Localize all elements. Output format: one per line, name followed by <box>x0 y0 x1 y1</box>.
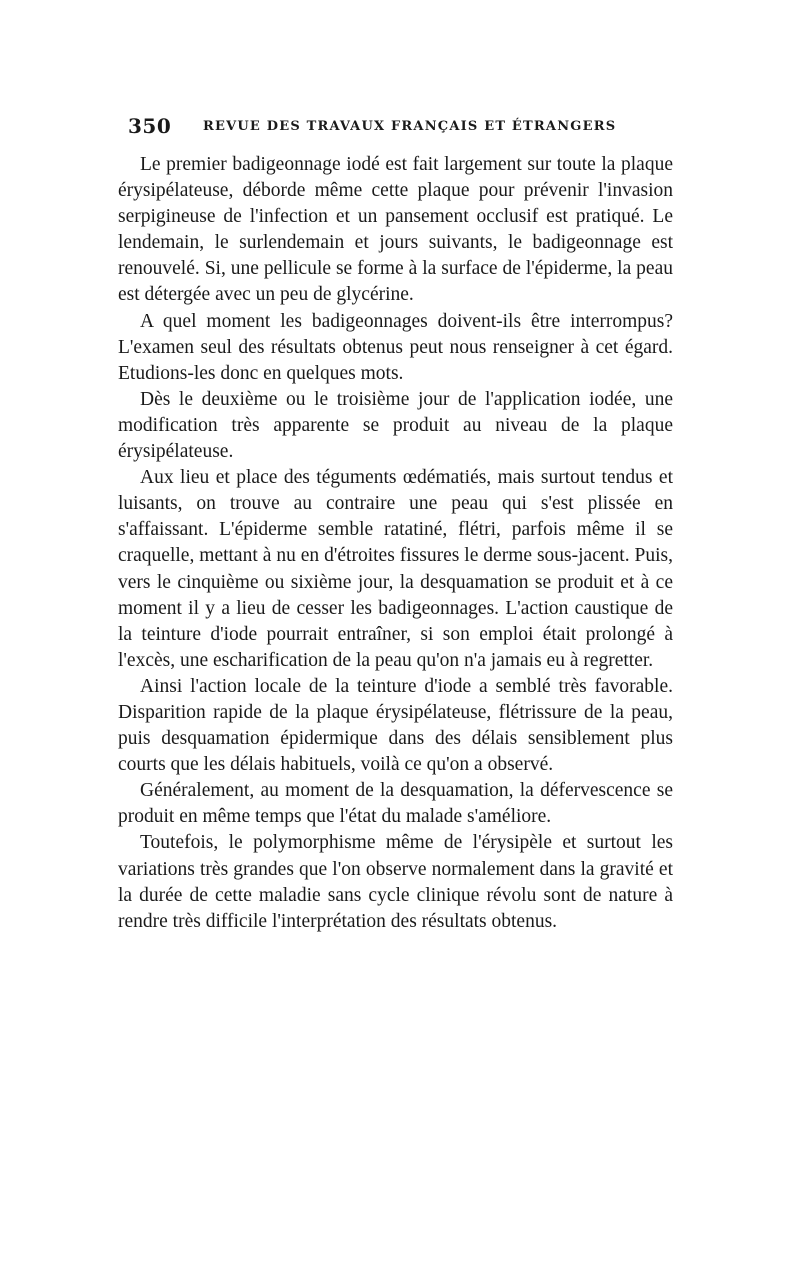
paragraph-5: Ainsi l'action locale de la teinture d'iode a semblé très favorable. Disparition rapide de la plaque érysipélateuse, flétrissure de la peau, puis desquamation épidermique dans des délais sensiblement plus courts que les délais habituels, voilà ce qu'on a observé. <box>118 675 673 776</box>
paragraph-3: Dès le deuxième ou le troisième jour de l'application iodée, une modification très apparente se produit au niveau de la plaque érysipélateuse. <box>118 388 673 463</box>
page-number: 350 <box>128 114 172 138</box>
paragraph-4: Aux lieu et place des téguments œdématiés, mais surtout tendus et luisants, on trouve au contraire une peau qui s'est plissée en s'affaissant. L'épiderme semble ratatiné, flétri, parfois même il se craquelle, mettant à nu en d'étroites fissures le derme sous-jacent. Puis, vers le cinquième ou sixième jour, la desquamation se produit et à ce moment il y a lieu de cesser les badigeonnages. L'action caustique de la teinture d'iode pourrait entraîner, si son emploi était prolongé à l'excès, une escharification de la peau qu'on n'a jamais eu à regretter. <box>118 467 673 671</box>
paragraph-1: Le premier badigeonnage iodé est fait largement sur toute la plaque érysipélateuse, déborde même cette plaque pour prévenir l'invasion serpigineuse de l'infection et un pansement occlusif est pratiqué. Le lendemain, le surlendemain et jours suivants, le badigeonnage est renouvelé. Si, une pellicule se forme à la surface de l'épiderme, la peau est détergée avec un peu de glycérine. <box>118 154 673 306</box>
paragraph-7: Toutefois, le polymorphisme même de l'érysipèle et surtout les variations très grandes que l'on observe normalement dans la gravité et la durée de cette maladie sans cycle clinique révolu sont de nature à rendre très difficile l'interprétation des résultats obtenus. <box>118 832 673 932</box>
paragraph-2: A quel moment les badigeonnages doivent-ils être interrompus? L'examen seul des résultats obtenus peut nous renseigner à cet égard. Etudions-les donc en quelques mots. <box>118 310 673 384</box>
body-text <box>118 152 673 935</box>
paragraph-6: Généralement, au moment de la desquamation, la défervescence se produit en même temps que l'état du malade s'améliore. <box>118 780 673 828</box>
page-header <box>128 114 684 146</box>
running-title: REVUE DES TRAVAUX FRANÇAIS ET ÉTRANGERS <box>203 119 617 134</box>
